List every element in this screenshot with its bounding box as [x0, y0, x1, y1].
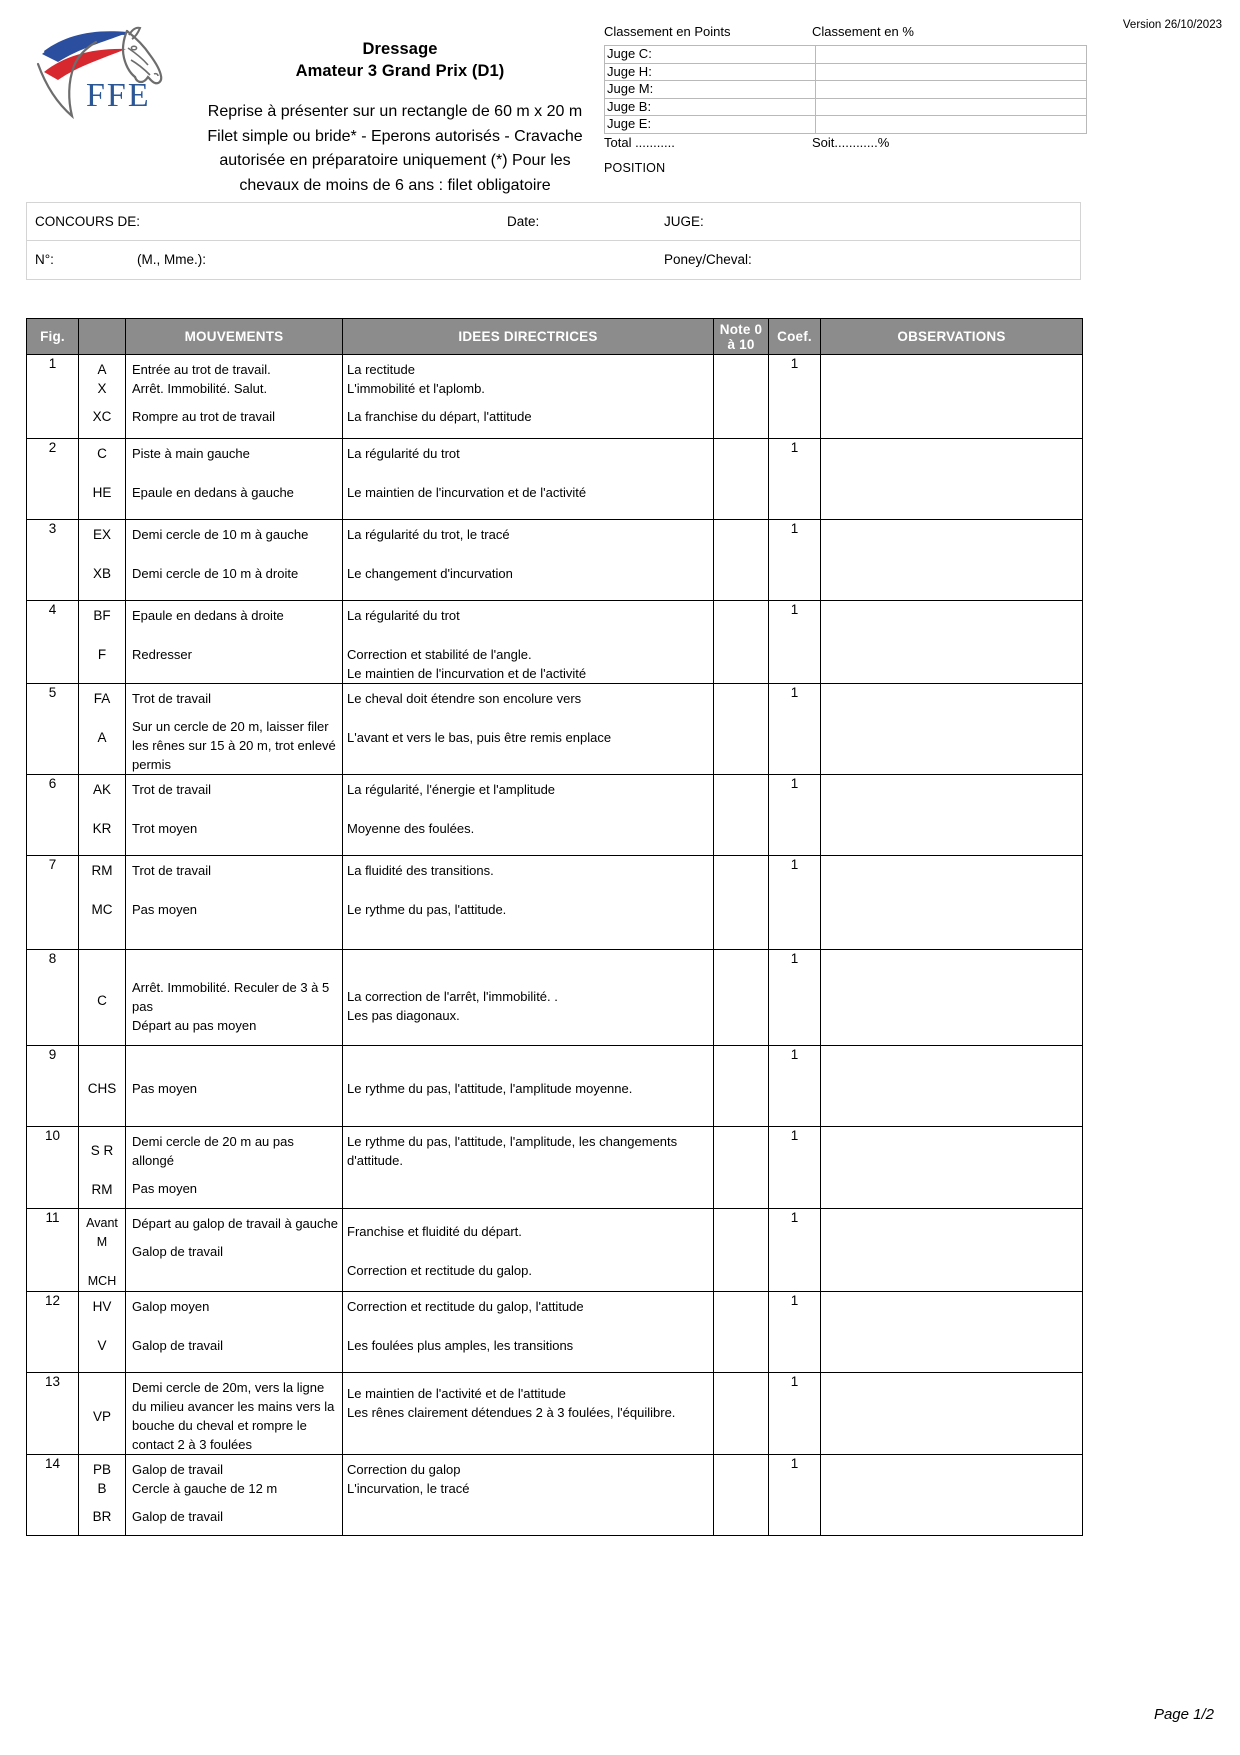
row-movements [126, 775, 343, 856]
judge-row [605, 116, 1087, 134]
row-observations-input[interactable] [821, 355, 1083, 439]
letter-line: C [97, 446, 107, 461]
idea-line: L'avant et vers le bas, puis être remis enplace [347, 730, 612, 745]
movement-line: Départ au galop de travail à gauche [132, 1216, 338, 1231]
row-note-input[interactable] [714, 856, 769, 950]
letter-line: S R [90, 1143, 114, 1158]
row-note-input[interactable] [714, 1046, 769, 1127]
table-row [27, 856, 1083, 950]
letter-line: MC [91, 902, 113, 917]
row-figure-number: 11 [27, 1209, 79, 1292]
score-column-labels [604, 24, 1224, 43]
movement-line: Trot de travail [132, 782, 211, 797]
sheet-description [150, 100, 640, 198]
table-row [27, 775, 1083, 856]
row-coefficient: 1 [769, 1127, 821, 1209]
competition-info-row-1 [27, 203, 1080, 241]
idea-line: Le rythme du pas, l'attitude, l'amplitude moyenne. [347, 1081, 633, 1096]
idea-line: La fluidité des transitions. [347, 863, 494, 878]
col-header-note [714, 319, 769, 355]
row-note-input[interactable] [714, 1373, 769, 1455]
movement-line: Epaule en dedans à gauche [132, 485, 294, 500]
row-letters [79, 950, 126, 1046]
idea-line: La régularité du trot [347, 446, 460, 461]
row-figure-number: 2 [27, 439, 79, 520]
row-figure-number: 12 [27, 1292, 79, 1373]
judge-row [605, 63, 1087, 81]
sheet-title [170, 38, 630, 82]
movement-line: Trot moyen [132, 821, 198, 836]
row-observations-input[interactable] [821, 1292, 1083, 1373]
letter-line: EX [92, 527, 111, 542]
row-observations-input[interactable] [821, 1046, 1083, 1127]
letter-line: B [97, 1481, 107, 1496]
page-header [0, 0, 1240, 192]
classement-percent-label: Classement en % [812, 24, 914, 39]
movement-line: Pas moyen [132, 1181, 198, 1196]
table-row [27, 1209, 1083, 1292]
ffe-logo [28, 18, 168, 130]
table-row [27, 601, 1083, 684]
row-figure-number: 3 [27, 520, 79, 601]
idea-line: Le rythme du pas, l'attitude, l'amplitude, les changements d'attitude. [347, 1134, 678, 1168]
movement-line: Sur un cercle de 20 m, laisser filer les rênes sur 15 à 20 m, trot enlevé permis [132, 719, 336, 772]
table-row [27, 950, 1083, 1046]
row-coefficient: 1 [769, 520, 821, 601]
judge-row [605, 81, 1087, 99]
description-line-2: Filet simple ou bride* - Eperons autorisés - Cravache [207, 127, 583, 145]
concours-label: CONCOURS DE: [35, 214, 141, 229]
position-label: POSITION [604, 160, 666, 175]
letter-line: C [97, 992, 107, 1008]
row-note-input[interactable] [714, 1292, 769, 1373]
row-ideas [343, 439, 714, 520]
row-note-input[interactable] [714, 1127, 769, 1209]
title-level: Amateur 3 Grand Prix (D1) [295, 62, 505, 80]
row-observations-input[interactable] [821, 856, 1083, 950]
date-label: Date: [507, 214, 540, 229]
row-coefficient: 1 [769, 775, 821, 856]
letter-line: HV [92, 1299, 112, 1314]
row-figure-number: 7 [27, 856, 79, 950]
competition-info-box [26, 202, 1081, 280]
row-observations-input[interactable] [821, 950, 1083, 1046]
idea-line: Correction du galop [347, 1462, 461, 1477]
col-header-letter [79, 319, 126, 355]
row-letters [79, 439, 126, 520]
table-row [27, 1373, 1083, 1455]
row-figure-number: 4 [27, 601, 79, 684]
col-header-observations: OBSERVATIONS [821, 319, 1083, 355]
row-observations-input[interactable] [821, 1455, 1083, 1536]
row-letters [79, 856, 126, 950]
page-number: Page 1/2 [1153, 1706, 1214, 1723]
judge-percent-cell[interactable] [816, 81, 1087, 99]
judge-row [605, 98, 1087, 116]
letter-line: A [97, 730, 107, 745]
row-observations-input[interactable] [821, 1127, 1083, 1209]
table-row [27, 684, 1083, 775]
row-movements [126, 1373, 343, 1455]
movement-line: Piste à main gauche [132, 446, 250, 461]
letter-line: RM [91, 1182, 113, 1197]
row-ideas [343, 775, 714, 856]
letter-line: PB [92, 1462, 111, 1477]
row-letters [79, 1373, 126, 1455]
row-figure-number: 5 [27, 684, 79, 775]
judge-percent-cell[interactable] [816, 63, 1087, 81]
row-letters [79, 355, 126, 439]
row-coefficient: 1 [769, 1209, 821, 1292]
judge-name-cell: Juge E: [605, 116, 816, 134]
row-movements [126, 1127, 343, 1209]
row-ideas [343, 684, 714, 775]
idea-line: Le changement d'incurvation [347, 566, 513, 581]
idea-line: La régularité du trot [347, 608, 460, 623]
row-movements [126, 520, 343, 601]
row-coefficient: 1 [769, 1455, 821, 1536]
movement-line: Demi cercle de 10 m à droite [132, 566, 299, 581]
table-row [27, 1455, 1083, 1536]
movement-line: Demi cercle de 20 m au pas allongé [132, 1134, 294, 1168]
classement-points-label: Classement en Points [604, 24, 731, 39]
row-observations-input[interactable] [821, 601, 1083, 684]
judges-table [604, 45, 1087, 134]
competition-info-row-2 [27, 241, 1080, 279]
row-letters [79, 1046, 126, 1127]
letter-line: Avant M [86, 1216, 118, 1249]
table-row [27, 355, 1083, 439]
letter-line: BR [92, 1509, 112, 1524]
judge-percent-cell[interactable] [816, 98, 1087, 116]
row-letters [79, 1455, 126, 1536]
row-note-input[interactable] [714, 355, 769, 439]
judge-name-cell: Juge B: [605, 98, 816, 116]
row-figure-number: 10 [27, 1127, 79, 1209]
movements-table-body [27, 355, 1083, 1536]
judge-name-cell: Juge H: [605, 63, 816, 81]
letter-line: A [97, 362, 107, 377]
row-observations-input[interactable] [821, 520, 1083, 601]
movement-line: Départ au pas moyen [132, 1018, 257, 1033]
row-movements [126, 439, 343, 520]
row-ideas [343, 1455, 714, 1536]
row-ideas [343, 1373, 714, 1455]
row-figure-number: 9 [27, 1046, 79, 1127]
row-figure-number: 13 [27, 1373, 79, 1455]
letter-line: KR [92, 821, 112, 836]
row-coefficient: 1 [769, 439, 821, 520]
idea-line: La régularité du trot, le tracé [347, 527, 510, 542]
letter-line: BF [93, 608, 111, 623]
row-note-input[interactable] [714, 684, 769, 775]
row-movements [126, 1209, 343, 1292]
svg-text:FFE: FFE [86, 77, 151, 114]
movement-line: Pas moyen [132, 902, 198, 917]
row-note-input[interactable] [714, 1455, 769, 1536]
row-note-input[interactable] [714, 439, 769, 520]
idea-line: L'incurvation, le tracé [347, 1481, 470, 1496]
row-letters [79, 520, 126, 601]
row-ideas [343, 601, 714, 684]
movement-line: Redresser [132, 647, 192, 662]
movement-line: Galop de travail [132, 1244, 224, 1259]
judge-row [605, 46, 1087, 64]
judge-percent-cell[interactable] [816, 46, 1087, 64]
table-row [27, 520, 1083, 601]
ffe-logo-icon [28, 18, 168, 130]
description-line-3: autorisée en préparatoire uniquement (*) Pour les [219, 152, 571, 169]
row-movements [126, 601, 343, 684]
judge-name-cell: Juge C: [605, 46, 816, 64]
row-figure-number: 6 [27, 775, 79, 856]
row-coefficient: 1 [769, 1046, 821, 1127]
idea-line: Le maintien de l'incurvation et de l'activité [347, 485, 587, 500]
movement-line: Pas moyen [132, 1081, 198, 1096]
col-header-fig: Fig. [27, 319, 79, 355]
totals-row [604, 135, 1224, 155]
row-observations-input[interactable] [821, 439, 1083, 520]
row-ideas [343, 1209, 714, 1292]
row-figure-number: 14 [27, 1455, 79, 1536]
movement-line: Galop moyen [132, 1299, 210, 1314]
description-line-1: Reprise à présenter sur un rectangle de 60 m x 20 m [207, 103, 583, 120]
row-coefficient: 1 [769, 856, 821, 950]
row-note-input[interactable] [714, 520, 769, 601]
soit-percent-label: Soit............% [812, 134, 890, 150]
row-coefficient: 1 [769, 1373, 821, 1455]
movement-line: Galop de travail [132, 1509, 224, 1524]
movement-line: Arrêt. Immobilité. Reculer de 3 à 5 pas [132, 980, 330, 1014]
idea-line: Les rênes clairement détendues 2 à 3 foulées, l'équilibre. [347, 1405, 676, 1420]
row-note-input[interactable] [714, 950, 769, 1046]
idea-line: Le maintien de l'activité et de l'attitude [347, 1386, 566, 1401]
idea-line: Moyenne des foulées. [347, 821, 475, 836]
letter-line: X [97, 381, 107, 396]
idea-line: La correction de l'arrêt, l'immobilité. . [347, 989, 558, 1004]
row-movements [126, 684, 343, 775]
row-note-input[interactable] [714, 601, 769, 684]
row-observations-input[interactable] [821, 1209, 1083, 1292]
row-note-input[interactable] [714, 1209, 769, 1292]
movement-line: Epaule en dedans à droite [132, 608, 284, 623]
idea-line: La franchise du départ, l'attitude [347, 409, 532, 424]
row-observations-input[interactable] [821, 775, 1083, 856]
table-row [27, 439, 1083, 520]
table-row [27, 1127, 1083, 1209]
row-letters [79, 775, 126, 856]
row-ideas [343, 1292, 714, 1373]
row-figure-number: 8 [27, 950, 79, 1046]
movements-table [26, 318, 1083, 1536]
letter-line: FA [93, 691, 111, 706]
row-movements [126, 856, 343, 950]
title-discipline: Dressage [362, 40, 438, 58]
idea-line: Correction et stabilité de l'angle. [347, 647, 532, 662]
row-figure-number: 1 [27, 355, 79, 439]
row-letters [79, 1209, 126, 1292]
movement-line: Demi cercle de 10 m à gauche [132, 527, 309, 542]
letter-line: HE [92, 485, 112, 500]
movement-line: Trot de travail [132, 863, 211, 878]
row-ideas [343, 1046, 714, 1127]
row-coefficient: 1 [769, 355, 821, 439]
idea-line: Les foulées plus amples, les transitions [347, 1338, 574, 1353]
row-ideas [343, 520, 714, 601]
movement-line: Cercle à gauche de 12 m [132, 1481, 278, 1496]
idea-line: Les pas diagonaux. [347, 1008, 460, 1023]
letter-line: XB [92, 566, 111, 581]
movement-line: Entrée au trot de travail. [132, 362, 271, 377]
idea-line: Correction et rectitude du galop. [347, 1263, 532, 1278]
idea-line: Le rythme du pas, l'attitude. [347, 902, 507, 917]
idea-line: La régularité, l'énergie et l'amplitude [347, 782, 556, 797]
movement-line: Demi cercle de 20m, vers la ligne du milieu avancer les mains vers la bouche du cheval et rompre le contact 2 à 3 foulées [132, 1380, 335, 1452]
col-header-note-line1: Note 0 [719, 321, 763, 337]
movement-line: Galop de travail [132, 1462, 224, 1477]
row-movements [126, 950, 343, 1046]
version-label: Version 26/10/2023 [1122, 19, 1222, 31]
idea-line: Correction et rectitude du galop, l'attitude [347, 1299, 584, 1314]
judge-percent-cell[interactable] [816, 116, 1087, 134]
col-header-idees-directrices: IDEES DIRECTRICES [343, 319, 714, 355]
table-row [27, 1046, 1083, 1127]
judge-name-cell: Juge M: [605, 81, 816, 99]
description-line-4: chevaux de moins de 6 ans : filet obligatoire [239, 176, 551, 194]
movement-line: Trot de travail [132, 691, 211, 706]
letter-line: AK [92, 782, 111, 797]
idea-line: L'immobilité et l'aplomb. [347, 381, 485, 396]
idea-line: Franchise et fluidité du départ. [347, 1224, 522, 1239]
idea-line: Le cheval doit étendre son encolure vers [347, 691, 582, 706]
table-row [27, 1292, 1083, 1373]
idea-line: Le maintien de l'incurvation et de l'activité [347, 666, 587, 681]
col-header-note-line2: à 10 [727, 336, 755, 352]
letter-line: RM [91, 863, 113, 878]
row-ideas [343, 1127, 714, 1209]
letter-line: CHS [87, 1081, 117, 1096]
row-ideas [343, 856, 714, 950]
movement-line: Rompre au trot de travail [132, 409, 276, 424]
letter-line: XC [92, 409, 112, 424]
movement-line: Galop de travail [132, 1338, 224, 1353]
row-coefficient: 1 [769, 950, 821, 1046]
col-header-coef: Coef. [769, 319, 821, 355]
letter-line: F [97, 647, 107, 662]
idea-line: La rectitude [347, 362, 415, 377]
letter-line: V [97, 1338, 107, 1353]
letter-line: VP [92, 1408, 111, 1424]
row-movements [126, 355, 343, 439]
row-letters [79, 601, 126, 684]
score-summary [604, 24, 1224, 175]
row-ideas [343, 355, 714, 439]
civilite-label: (M., Mme.): [137, 252, 206, 267]
row-observations-input[interactable] [821, 1373, 1083, 1455]
row-letters [79, 1292, 126, 1373]
poney-cheval-label: Poney/Cheval: [664, 252, 752, 267]
juge-label: JUGE: [664, 214, 704, 229]
col-header-mouvements: MOUVEMENTS [126, 319, 343, 355]
letter-line: MCH [87, 1274, 117, 1288]
table-header-row [27, 319, 1083, 355]
total-label: Total ........... [604, 134, 675, 150]
movement-line: Arrêt. Immobilité. Salut. [132, 381, 268, 396]
row-ideas [343, 950, 714, 1046]
row-coefficient: 1 [769, 601, 821, 684]
row-coefficient: 1 [769, 1292, 821, 1373]
row-observations-input[interactable] [821, 684, 1083, 775]
numero-label: N°: [35, 252, 54, 267]
row-movements [126, 1046, 343, 1127]
row-letters [79, 684, 126, 775]
row-coefficient: 1 [769, 684, 821, 775]
row-movements [126, 1455, 343, 1536]
row-movements [126, 1292, 343, 1373]
row-note-input[interactable] [714, 775, 769, 856]
row-letters [79, 1127, 126, 1209]
